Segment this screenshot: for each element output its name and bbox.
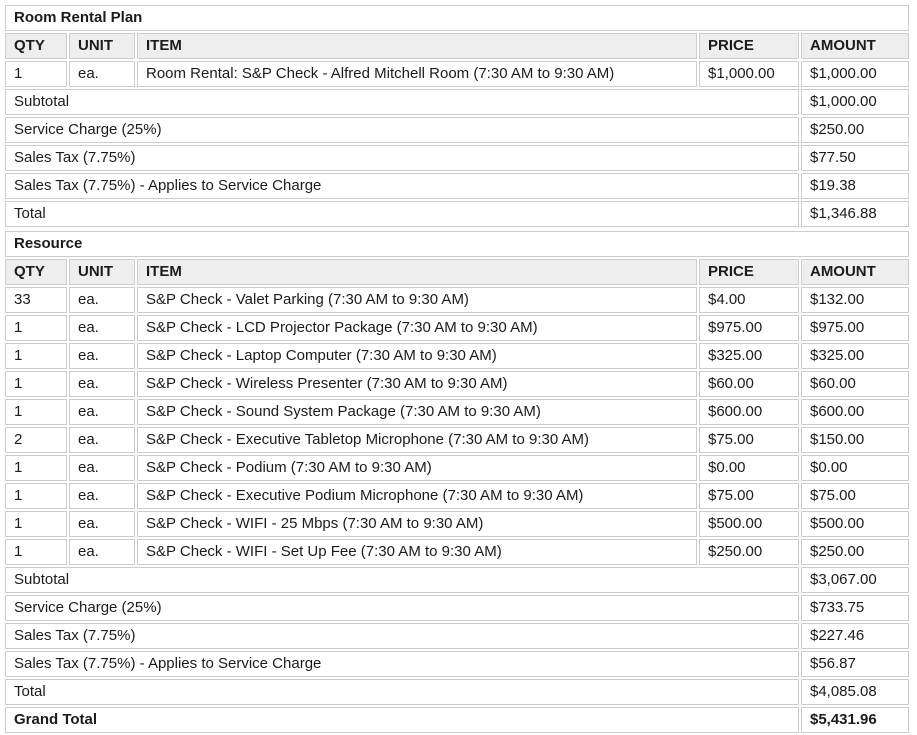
amount-cell: $132.00 xyxy=(801,287,909,313)
item-cell: S&P Check - WIFI - Set Up Fee (7:30 AM to 9:30 AM) xyxy=(137,539,697,565)
unit-cell: ea. xyxy=(69,539,135,565)
price-column-header: PRICE xyxy=(699,259,799,285)
table-row xyxy=(5,399,909,425)
section-title: Resource xyxy=(5,231,909,257)
amount-column-header: AMOUNT xyxy=(801,33,909,59)
summary-row xyxy=(5,89,909,115)
price-cell: $600.00 xyxy=(699,399,799,425)
table-row xyxy=(5,511,909,537)
price-cell: $500.00 xyxy=(699,511,799,537)
price-cell: $60.00 xyxy=(699,371,799,397)
grand-total-amount: $5,431.96 xyxy=(801,707,909,733)
price-cell: $75.00 xyxy=(699,427,799,453)
item-cell: S&P Check - Executive Tabletop Microphone (7:30 AM to 9:30 AM) xyxy=(137,427,697,453)
price-column-header: PRICE xyxy=(699,33,799,59)
summary-amount: $733.75 xyxy=(801,595,909,621)
qty-cell: 1 xyxy=(5,455,67,481)
item-cell: S&P Check - Wireless Presenter (7:30 AM to 9:30 AM) xyxy=(137,371,697,397)
summary-row xyxy=(5,201,909,227)
table-row xyxy=(5,371,909,397)
amount-cell: $325.00 xyxy=(801,343,909,369)
price-cell: $325.00 xyxy=(699,343,799,369)
price-cell: $75.00 xyxy=(699,483,799,509)
summary-row xyxy=(5,679,909,705)
unit-cell: ea. xyxy=(69,399,135,425)
summary-amount: $227.46 xyxy=(801,623,909,649)
table-row xyxy=(5,539,909,565)
item-cell: S&P Check - Laptop Computer (7:30 AM to 9:30 AM) xyxy=(137,343,697,369)
section-title: Room Rental Plan xyxy=(5,5,909,31)
qty-cell: 1 xyxy=(5,315,67,341)
unit-column-header: UNIT xyxy=(69,33,135,59)
summary-amount: $19.38 xyxy=(801,173,909,199)
summary-row xyxy=(5,651,909,677)
summary-label: Sales Tax (7.75%) - Applies to Service Charge xyxy=(5,173,799,199)
price-cell: $250.00 xyxy=(699,539,799,565)
resource-table xyxy=(3,229,911,735)
summary-row xyxy=(5,623,909,649)
qty-cell: 1 xyxy=(5,539,67,565)
summary-row xyxy=(5,595,909,621)
item-cell: S&P Check - WIFI - 25 Mbps (7:30 AM to 9:30 AM) xyxy=(137,511,697,537)
table-row xyxy=(5,343,909,369)
item-cell: S&P Check - Valet Parking (7:30 AM to 9:30 AM) xyxy=(137,287,697,313)
amount-cell: $75.00 xyxy=(801,483,909,509)
summary-row xyxy=(5,117,909,143)
summary-label: Service Charge (25%) xyxy=(5,595,799,621)
table-row xyxy=(5,315,909,341)
qty-column-header: QTY xyxy=(5,33,67,59)
table-row xyxy=(5,287,909,313)
summary-label: Subtotal xyxy=(5,567,799,593)
column-header-row xyxy=(5,33,909,59)
amount-cell: $150.00 xyxy=(801,427,909,453)
summary-row xyxy=(5,145,909,171)
price-cell: $0.00 xyxy=(699,455,799,481)
unit-cell: ea. xyxy=(69,371,135,397)
unit-cell: ea. xyxy=(69,315,135,341)
price-cell: $4.00 xyxy=(699,287,799,313)
qty-cell: 33 xyxy=(5,287,67,313)
grand-total-row xyxy=(5,707,909,733)
summary-label: Subtotal xyxy=(5,89,799,115)
item-cell: Room Rental: S&P Check - Alfred Mitchell Room (7:30 AM to 9:30 AM) xyxy=(137,61,697,87)
section-header-row xyxy=(5,231,909,257)
amount-cell: $60.00 xyxy=(801,371,909,397)
qty-cell: 2 xyxy=(5,427,67,453)
summary-amount: $77.50 xyxy=(801,145,909,171)
amount-cell: $500.00 xyxy=(801,511,909,537)
item-cell: S&P Check - Podium (7:30 AM to 9:30 AM) xyxy=(137,455,697,481)
qty-cell: 1 xyxy=(5,61,67,87)
qty-cell: 1 xyxy=(5,343,67,369)
qty-cell: 1 xyxy=(5,511,67,537)
amount-cell: $1,000.00 xyxy=(801,61,909,87)
price-cell: $975.00 xyxy=(699,315,799,341)
amount-cell: $975.00 xyxy=(801,315,909,341)
unit-cell: ea. xyxy=(69,511,135,537)
amount-cell: $250.00 xyxy=(801,539,909,565)
item-column-header: ITEM xyxy=(137,259,697,285)
summary-label: Total xyxy=(5,201,799,227)
item-cell: S&P Check - Sound System Package (7:30 AM to 9:30 AM) xyxy=(137,399,697,425)
section-header-row xyxy=(5,5,909,31)
amount-cell: $600.00 xyxy=(801,399,909,425)
table-row xyxy=(5,455,909,481)
summary-label: Sales Tax (7.75%) xyxy=(5,145,799,171)
qty-column-header: QTY xyxy=(5,259,67,285)
summary-label: Sales Tax (7.75%) xyxy=(5,623,799,649)
item-cell: S&P Check - Executive Podium Microphone (7:30 AM to 9:30 AM) xyxy=(137,483,697,509)
item-cell: S&P Check - LCD Projector Package (7:30 AM to 9:30 AM) xyxy=(137,315,697,341)
item-column-header: ITEM xyxy=(137,33,697,59)
unit-column-header: UNIT xyxy=(69,259,135,285)
unit-cell: ea. xyxy=(69,61,135,87)
qty-cell: 1 xyxy=(5,483,67,509)
unit-cell: ea. xyxy=(69,343,135,369)
summary-amount: $1,000.00 xyxy=(801,89,909,115)
price-cell: $1,000.00 xyxy=(699,61,799,87)
table-row xyxy=(5,61,909,87)
unit-cell: ea. xyxy=(69,455,135,481)
room-rental-plan-table xyxy=(3,3,911,229)
amount-column-header: AMOUNT xyxy=(801,259,909,285)
unit-cell: ea. xyxy=(69,483,135,509)
summary-label: Service Charge (25%) xyxy=(5,117,799,143)
qty-cell: 1 xyxy=(5,399,67,425)
summary-amount: $1,346.88 xyxy=(801,201,909,227)
summary-row xyxy=(5,173,909,199)
summary-amount: $3,067.00 xyxy=(801,567,909,593)
summary-label: Sales Tax (7.75%) - Applies to Service Charge xyxy=(5,651,799,677)
table-row xyxy=(5,427,909,453)
grand-total-label: Grand Total xyxy=(5,707,799,733)
unit-cell: ea. xyxy=(69,427,135,453)
summary-label: Total xyxy=(5,679,799,705)
summary-amount: $250.00 xyxy=(801,117,909,143)
summary-amount: $56.87 xyxy=(801,651,909,677)
amount-cell: $0.00 xyxy=(801,455,909,481)
unit-cell: ea. xyxy=(69,287,135,313)
summary-row xyxy=(5,567,909,593)
qty-cell: 1 xyxy=(5,371,67,397)
column-header-row xyxy=(5,259,909,285)
summary-amount: $4,085.08 xyxy=(801,679,909,705)
table-row xyxy=(5,483,909,509)
